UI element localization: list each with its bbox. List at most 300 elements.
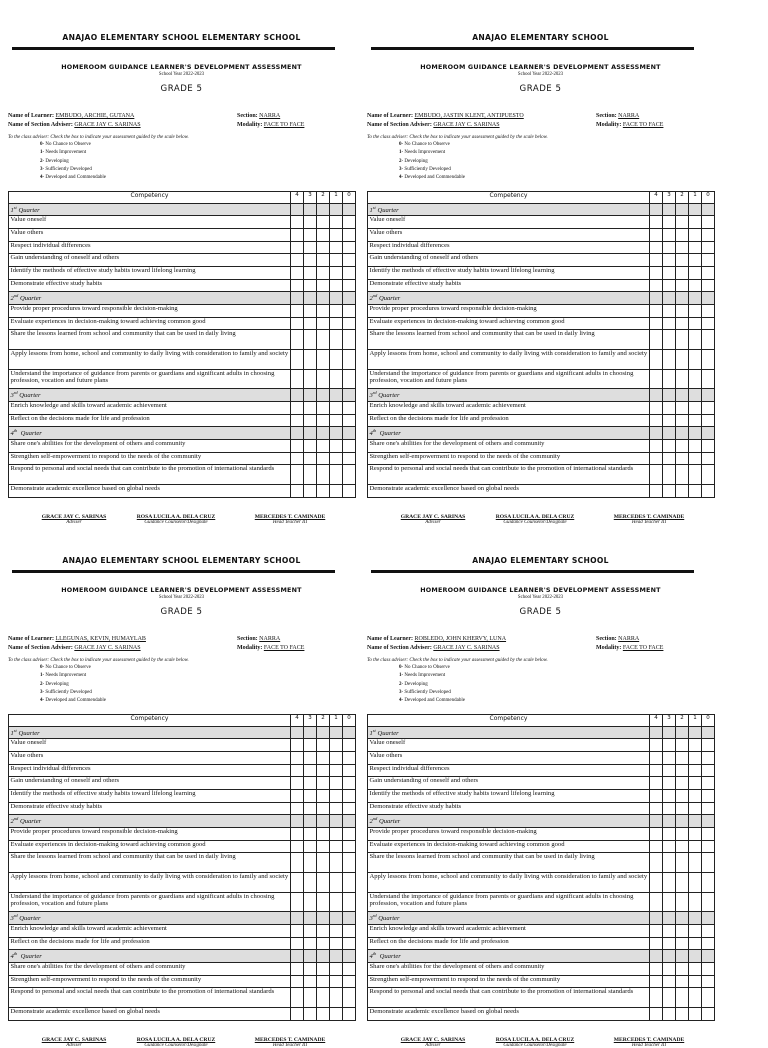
score-checkbox-4[interactable] bbox=[650, 279, 663, 292]
score-checkbox-0[interactable] bbox=[702, 317, 715, 330]
score-checkbox-1[interactable] bbox=[689, 892, 702, 912]
score-checkbox-4[interactable] bbox=[650, 828, 663, 841]
score-checkbox-3[interactable] bbox=[663, 279, 676, 292]
score-checkbox-3[interactable] bbox=[663, 241, 676, 254]
score-checkbox-2[interactable] bbox=[317, 330, 330, 350]
score-checkbox-0[interactable] bbox=[343, 937, 356, 950]
score-checkbox-2[interactable] bbox=[676, 840, 689, 853]
score-checkbox-3[interactable] bbox=[663, 777, 676, 790]
score-checkbox-0[interactable] bbox=[702, 484, 715, 497]
score-checkbox-0[interactable] bbox=[343, 962, 356, 975]
score-checkbox-1[interactable] bbox=[330, 739, 343, 752]
score-checkbox-1[interactable] bbox=[330, 317, 343, 330]
score-checkbox-1[interactable] bbox=[689, 988, 702, 1008]
score-checkbox-3[interactable] bbox=[663, 305, 676, 318]
score-checkbox-4[interactable] bbox=[650, 452, 663, 465]
score-checkbox-0[interactable] bbox=[702, 789, 715, 802]
score-checkbox-3[interactable] bbox=[304, 241, 317, 254]
score-checkbox-1[interactable] bbox=[689, 975, 702, 988]
score-checkbox-2[interactable] bbox=[317, 802, 330, 815]
score-checkbox-2[interactable] bbox=[317, 764, 330, 777]
score-checkbox-3[interactable] bbox=[663, 962, 676, 975]
score-checkbox-4[interactable] bbox=[650, 937, 663, 950]
score-checkbox-3[interactable] bbox=[304, 305, 317, 318]
score-checkbox-4[interactable] bbox=[291, 892, 304, 912]
score-checkbox-3[interactable] bbox=[304, 892, 317, 912]
score-checkbox-4[interactable] bbox=[291, 279, 304, 292]
score-checkbox-1[interactable] bbox=[330, 751, 343, 764]
score-checkbox-4[interactable] bbox=[650, 414, 663, 427]
score-checkbox-1[interactable] bbox=[689, 369, 702, 389]
score-checkbox-1[interactable] bbox=[689, 330, 702, 350]
score-checkbox-1[interactable] bbox=[689, 266, 702, 279]
score-checkbox-3[interactable] bbox=[304, 853, 317, 873]
score-checkbox-2[interactable] bbox=[676, 962, 689, 975]
score-checkbox-3[interactable] bbox=[304, 751, 317, 764]
score-checkbox-0[interactable] bbox=[343, 414, 356, 427]
score-checkbox-2[interactable] bbox=[317, 465, 330, 485]
score-checkbox-1[interactable] bbox=[330, 1007, 343, 1020]
score-checkbox-0[interactable] bbox=[702, 802, 715, 815]
score-checkbox-1[interactable] bbox=[689, 452, 702, 465]
score-checkbox-0[interactable] bbox=[343, 853, 356, 873]
score-checkbox-3[interactable] bbox=[663, 254, 676, 267]
score-checkbox-3[interactable] bbox=[663, 330, 676, 350]
score-checkbox-4[interactable] bbox=[291, 840, 304, 853]
score-checkbox-0[interactable] bbox=[702, 305, 715, 318]
score-checkbox-2[interactable] bbox=[317, 937, 330, 950]
score-checkbox-3[interactable] bbox=[304, 414, 317, 427]
score-checkbox-1[interactable] bbox=[689, 853, 702, 873]
score-checkbox-2[interactable] bbox=[676, 937, 689, 950]
score-checkbox-4[interactable] bbox=[650, 439, 663, 452]
score-checkbox-2[interactable] bbox=[676, 439, 689, 452]
score-checkbox-2[interactable] bbox=[317, 369, 330, 389]
score-checkbox-1[interactable] bbox=[330, 254, 343, 267]
score-checkbox-2[interactable] bbox=[317, 484, 330, 497]
score-checkbox-2[interactable] bbox=[676, 317, 689, 330]
score-checkbox-3[interactable] bbox=[663, 228, 676, 241]
score-checkbox-1[interactable] bbox=[689, 789, 702, 802]
score-checkbox-0[interactable] bbox=[343, 349, 356, 369]
score-checkbox-0[interactable] bbox=[702, 962, 715, 975]
score-checkbox-1[interactable] bbox=[330, 484, 343, 497]
score-checkbox-0[interactable] bbox=[343, 751, 356, 764]
score-checkbox-4[interactable] bbox=[650, 962, 663, 975]
score-checkbox-3[interactable] bbox=[663, 414, 676, 427]
score-checkbox-0[interactable] bbox=[343, 872, 356, 892]
score-checkbox-0[interactable] bbox=[702, 988, 715, 1008]
score-checkbox-4[interactable] bbox=[650, 751, 663, 764]
score-checkbox-4[interactable] bbox=[291, 254, 304, 267]
score-checkbox-0[interactable] bbox=[702, 975, 715, 988]
score-checkbox-1[interactable] bbox=[330, 777, 343, 790]
score-checkbox-0[interactable] bbox=[702, 216, 715, 229]
score-checkbox-3[interactable] bbox=[304, 789, 317, 802]
score-checkbox-0[interactable] bbox=[343, 789, 356, 802]
score-checkbox-1[interactable] bbox=[689, 401, 702, 414]
score-checkbox-4[interactable] bbox=[650, 266, 663, 279]
score-checkbox-2[interactable] bbox=[676, 988, 689, 1008]
score-checkbox-0[interactable] bbox=[343, 484, 356, 497]
score-checkbox-2[interactable] bbox=[317, 840, 330, 853]
score-checkbox-4[interactable] bbox=[291, 937, 304, 950]
score-checkbox-0[interactable] bbox=[702, 840, 715, 853]
score-checkbox-3[interactable] bbox=[663, 266, 676, 279]
score-checkbox-4[interactable] bbox=[291, 1007, 304, 1020]
score-checkbox-1[interactable] bbox=[689, 764, 702, 777]
score-checkbox-2[interactable] bbox=[317, 439, 330, 452]
score-checkbox-3[interactable] bbox=[663, 1007, 676, 1020]
score-checkbox-0[interactable] bbox=[702, 254, 715, 267]
score-checkbox-3[interactable] bbox=[663, 802, 676, 815]
score-checkbox-3[interactable] bbox=[304, 452, 317, 465]
score-checkbox-3[interactable] bbox=[304, 465, 317, 485]
score-checkbox-4[interactable] bbox=[650, 254, 663, 267]
score-checkbox-4[interactable] bbox=[650, 777, 663, 790]
score-checkbox-3[interactable] bbox=[304, 254, 317, 267]
score-checkbox-1[interactable] bbox=[330, 401, 343, 414]
score-checkbox-4[interactable] bbox=[650, 484, 663, 497]
score-checkbox-2[interactable] bbox=[676, 924, 689, 937]
score-checkbox-3[interactable] bbox=[304, 330, 317, 350]
score-checkbox-0[interactable] bbox=[702, 266, 715, 279]
score-checkbox-2[interactable] bbox=[676, 452, 689, 465]
score-checkbox-1[interactable] bbox=[330, 279, 343, 292]
score-checkbox-4[interactable] bbox=[650, 330, 663, 350]
score-checkbox-3[interactable] bbox=[304, 266, 317, 279]
score-checkbox-0[interactable] bbox=[702, 228, 715, 241]
score-checkbox-2[interactable] bbox=[317, 317, 330, 330]
score-checkbox-1[interactable] bbox=[330, 414, 343, 427]
score-checkbox-3[interactable] bbox=[663, 465, 676, 485]
score-checkbox-3[interactable] bbox=[663, 484, 676, 497]
score-checkbox-2[interactable] bbox=[317, 751, 330, 764]
score-checkbox-3[interactable] bbox=[663, 828, 676, 841]
score-checkbox-4[interactable] bbox=[650, 228, 663, 241]
score-checkbox-3[interactable] bbox=[663, 988, 676, 1008]
score-checkbox-0[interactable] bbox=[343, 317, 356, 330]
score-checkbox-0[interactable] bbox=[343, 764, 356, 777]
score-checkbox-2[interactable] bbox=[676, 872, 689, 892]
score-checkbox-0[interactable] bbox=[343, 802, 356, 815]
score-checkbox-2[interactable] bbox=[676, 254, 689, 267]
score-checkbox-4[interactable] bbox=[291, 317, 304, 330]
score-checkbox-2[interactable] bbox=[676, 739, 689, 752]
score-checkbox-2[interactable] bbox=[317, 452, 330, 465]
score-checkbox-4[interactable] bbox=[291, 764, 304, 777]
score-checkbox-3[interactable] bbox=[663, 349, 676, 369]
score-checkbox-0[interactable] bbox=[343, 241, 356, 254]
score-checkbox-2[interactable] bbox=[676, 975, 689, 988]
score-checkbox-3[interactable] bbox=[304, 872, 317, 892]
score-checkbox-0[interactable] bbox=[343, 1007, 356, 1020]
score-checkbox-2[interactable] bbox=[676, 465, 689, 485]
score-checkbox-2[interactable] bbox=[317, 279, 330, 292]
score-checkbox-3[interactable] bbox=[663, 401, 676, 414]
score-checkbox-2[interactable] bbox=[676, 216, 689, 229]
score-checkbox-0[interactable] bbox=[702, 1007, 715, 1020]
score-checkbox-4[interactable] bbox=[650, 305, 663, 318]
score-checkbox-4[interactable] bbox=[650, 216, 663, 229]
score-checkbox-2[interactable] bbox=[317, 924, 330, 937]
score-checkbox-1[interactable] bbox=[689, 465, 702, 485]
score-checkbox-4[interactable] bbox=[291, 924, 304, 937]
score-checkbox-3[interactable] bbox=[304, 802, 317, 815]
score-checkbox-3[interactable] bbox=[304, 777, 317, 790]
score-checkbox-1[interactable] bbox=[330, 216, 343, 229]
score-checkbox-4[interactable] bbox=[291, 369, 304, 389]
score-checkbox-0[interactable] bbox=[343, 305, 356, 318]
score-checkbox-4[interactable] bbox=[650, 764, 663, 777]
score-checkbox-4[interactable] bbox=[291, 216, 304, 229]
score-checkbox-2[interactable] bbox=[317, 892, 330, 912]
score-checkbox-1[interactable] bbox=[689, 414, 702, 427]
score-checkbox-4[interactable] bbox=[650, 739, 663, 752]
score-checkbox-4[interactable] bbox=[650, 840, 663, 853]
score-checkbox-1[interactable] bbox=[689, 751, 702, 764]
score-checkbox-0[interactable] bbox=[343, 840, 356, 853]
score-checkbox-4[interactable] bbox=[650, 349, 663, 369]
score-checkbox-3[interactable] bbox=[304, 279, 317, 292]
score-checkbox-4[interactable] bbox=[291, 465, 304, 485]
score-checkbox-2[interactable] bbox=[317, 872, 330, 892]
score-checkbox-3[interactable] bbox=[663, 439, 676, 452]
score-checkbox-0[interactable] bbox=[343, 439, 356, 452]
score-checkbox-3[interactable] bbox=[304, 439, 317, 452]
score-checkbox-4[interactable] bbox=[291, 751, 304, 764]
score-checkbox-0[interactable] bbox=[702, 241, 715, 254]
score-checkbox-1[interactable] bbox=[330, 962, 343, 975]
score-checkbox-2[interactable] bbox=[317, 962, 330, 975]
score-checkbox-1[interactable] bbox=[689, 872, 702, 892]
score-checkbox-3[interactable] bbox=[304, 988, 317, 1008]
score-checkbox-3[interactable] bbox=[304, 962, 317, 975]
score-checkbox-2[interactable] bbox=[676, 777, 689, 790]
score-checkbox-3[interactable] bbox=[304, 924, 317, 937]
score-checkbox-4[interactable] bbox=[650, 1007, 663, 1020]
score-checkbox-4[interactable] bbox=[650, 892, 663, 912]
score-checkbox-2[interactable] bbox=[676, 751, 689, 764]
score-checkbox-2[interactable] bbox=[317, 241, 330, 254]
score-checkbox-1[interactable] bbox=[330, 872, 343, 892]
score-checkbox-4[interactable] bbox=[650, 872, 663, 892]
score-checkbox-2[interactable] bbox=[676, 349, 689, 369]
score-checkbox-3[interactable] bbox=[304, 764, 317, 777]
score-checkbox-2[interactable] bbox=[317, 266, 330, 279]
score-checkbox-1[interactable] bbox=[330, 439, 343, 452]
score-checkbox-1[interactable] bbox=[330, 330, 343, 350]
score-checkbox-2[interactable] bbox=[317, 254, 330, 267]
score-checkbox-0[interactable] bbox=[343, 988, 356, 1008]
score-checkbox-0[interactable] bbox=[343, 369, 356, 389]
score-checkbox-2[interactable] bbox=[317, 1007, 330, 1020]
score-checkbox-3[interactable] bbox=[663, 317, 676, 330]
score-checkbox-4[interactable] bbox=[291, 739, 304, 752]
score-checkbox-3[interactable] bbox=[304, 828, 317, 841]
score-checkbox-4[interactable] bbox=[291, 349, 304, 369]
score-checkbox-1[interactable] bbox=[689, 1007, 702, 1020]
score-checkbox-2[interactable] bbox=[676, 401, 689, 414]
score-checkbox-0[interactable] bbox=[702, 279, 715, 292]
score-checkbox-3[interactable] bbox=[663, 452, 676, 465]
score-checkbox-1[interactable] bbox=[689, 254, 702, 267]
score-checkbox-0[interactable] bbox=[343, 279, 356, 292]
score-checkbox-4[interactable] bbox=[650, 369, 663, 389]
score-checkbox-3[interactable] bbox=[304, 369, 317, 389]
score-checkbox-2[interactable] bbox=[676, 228, 689, 241]
score-checkbox-3[interactable] bbox=[663, 892, 676, 912]
score-checkbox-0[interactable] bbox=[702, 401, 715, 414]
score-checkbox-0[interactable] bbox=[702, 872, 715, 892]
score-checkbox-4[interactable] bbox=[291, 789, 304, 802]
score-checkbox-0[interactable] bbox=[702, 777, 715, 790]
score-checkbox-3[interactable] bbox=[304, 937, 317, 950]
score-checkbox-2[interactable] bbox=[317, 975, 330, 988]
score-checkbox-2[interactable] bbox=[317, 739, 330, 752]
score-checkbox-0[interactable] bbox=[702, 414, 715, 427]
score-checkbox-4[interactable] bbox=[650, 924, 663, 937]
score-checkbox-1[interactable] bbox=[330, 937, 343, 950]
score-checkbox-4[interactable] bbox=[650, 802, 663, 815]
score-checkbox-4[interactable] bbox=[291, 266, 304, 279]
score-checkbox-3[interactable] bbox=[304, 484, 317, 497]
score-checkbox-2[interactable] bbox=[676, 266, 689, 279]
score-checkbox-0[interactable] bbox=[702, 937, 715, 950]
score-checkbox-0[interactable] bbox=[702, 739, 715, 752]
score-checkbox-1[interactable] bbox=[330, 369, 343, 389]
score-checkbox-2[interactable] bbox=[676, 414, 689, 427]
score-checkbox-4[interactable] bbox=[291, 305, 304, 318]
score-checkbox-0[interactable] bbox=[343, 254, 356, 267]
score-checkbox-0[interactable] bbox=[702, 764, 715, 777]
score-checkbox-1[interactable] bbox=[330, 802, 343, 815]
score-checkbox-2[interactable] bbox=[317, 853, 330, 873]
score-checkbox-1[interactable] bbox=[330, 892, 343, 912]
score-checkbox-4[interactable] bbox=[291, 975, 304, 988]
score-checkbox-2[interactable] bbox=[676, 853, 689, 873]
score-checkbox-3[interactable] bbox=[304, 401, 317, 414]
score-checkbox-1[interactable] bbox=[330, 988, 343, 1008]
score-checkbox-0[interactable] bbox=[702, 465, 715, 485]
score-checkbox-4[interactable] bbox=[291, 828, 304, 841]
score-checkbox-0[interactable] bbox=[702, 924, 715, 937]
score-checkbox-4[interactable] bbox=[291, 228, 304, 241]
score-checkbox-4[interactable] bbox=[650, 853, 663, 873]
score-checkbox-1[interactable] bbox=[689, 802, 702, 815]
score-checkbox-3[interactable] bbox=[663, 840, 676, 853]
score-checkbox-1[interactable] bbox=[330, 853, 343, 873]
score-checkbox-2[interactable] bbox=[317, 789, 330, 802]
score-checkbox-3[interactable] bbox=[304, 975, 317, 988]
score-checkbox-1[interactable] bbox=[330, 241, 343, 254]
score-checkbox-4[interactable] bbox=[650, 317, 663, 330]
score-checkbox-1[interactable] bbox=[330, 789, 343, 802]
score-checkbox-3[interactable] bbox=[304, 1007, 317, 1020]
score-checkbox-3[interactable] bbox=[663, 789, 676, 802]
score-checkbox-1[interactable] bbox=[689, 228, 702, 241]
score-checkbox-2[interactable] bbox=[317, 828, 330, 841]
score-checkbox-2[interactable] bbox=[676, 369, 689, 389]
score-checkbox-0[interactable] bbox=[702, 439, 715, 452]
score-checkbox-2[interactable] bbox=[317, 228, 330, 241]
score-checkbox-4[interactable] bbox=[291, 484, 304, 497]
score-checkbox-0[interactable] bbox=[343, 777, 356, 790]
score-checkbox-0[interactable] bbox=[702, 452, 715, 465]
score-checkbox-1[interactable] bbox=[330, 840, 343, 853]
score-checkbox-4[interactable] bbox=[650, 789, 663, 802]
score-checkbox-0[interactable] bbox=[702, 828, 715, 841]
score-checkbox-3[interactable] bbox=[304, 228, 317, 241]
score-checkbox-1[interactable] bbox=[689, 777, 702, 790]
score-checkbox-1[interactable] bbox=[689, 317, 702, 330]
score-checkbox-1[interactable] bbox=[689, 484, 702, 497]
score-checkbox-2[interactable] bbox=[676, 279, 689, 292]
score-checkbox-2[interactable] bbox=[676, 828, 689, 841]
score-checkbox-4[interactable] bbox=[291, 241, 304, 254]
score-checkbox-4[interactable] bbox=[291, 777, 304, 790]
score-checkbox-2[interactable] bbox=[676, 241, 689, 254]
score-checkbox-1[interactable] bbox=[330, 465, 343, 485]
score-checkbox-2[interactable] bbox=[317, 305, 330, 318]
score-checkbox-4[interactable] bbox=[291, 853, 304, 873]
score-checkbox-0[interactable] bbox=[343, 924, 356, 937]
score-checkbox-2[interactable] bbox=[317, 349, 330, 369]
score-checkbox-4[interactable] bbox=[291, 872, 304, 892]
score-checkbox-1[interactable] bbox=[330, 924, 343, 937]
score-checkbox-0[interactable] bbox=[702, 330, 715, 350]
score-checkbox-0[interactable] bbox=[343, 892, 356, 912]
score-checkbox-1[interactable] bbox=[330, 349, 343, 369]
score-checkbox-3[interactable] bbox=[663, 924, 676, 937]
score-checkbox-0[interactable] bbox=[702, 853, 715, 873]
score-checkbox-2[interactable] bbox=[676, 892, 689, 912]
score-checkbox-0[interactable] bbox=[343, 828, 356, 841]
score-checkbox-1[interactable] bbox=[689, 241, 702, 254]
score-checkbox-1[interactable] bbox=[689, 828, 702, 841]
score-checkbox-0[interactable] bbox=[343, 228, 356, 241]
score-checkbox-0[interactable] bbox=[343, 330, 356, 350]
score-checkbox-2[interactable] bbox=[676, 305, 689, 318]
score-checkbox-3[interactable] bbox=[663, 739, 676, 752]
score-checkbox-0[interactable] bbox=[343, 216, 356, 229]
score-checkbox-3[interactable] bbox=[663, 369, 676, 389]
score-checkbox-4[interactable] bbox=[650, 988, 663, 1008]
score-checkbox-1[interactable] bbox=[689, 349, 702, 369]
score-checkbox-4[interactable] bbox=[291, 439, 304, 452]
score-checkbox-3[interactable] bbox=[663, 751, 676, 764]
score-checkbox-2[interactable] bbox=[317, 414, 330, 427]
score-checkbox-0[interactable] bbox=[702, 751, 715, 764]
score-checkbox-0[interactable] bbox=[343, 739, 356, 752]
score-checkbox-1[interactable] bbox=[689, 962, 702, 975]
score-checkbox-1[interactable] bbox=[689, 216, 702, 229]
score-checkbox-2[interactable] bbox=[676, 1007, 689, 1020]
score-checkbox-1[interactable] bbox=[689, 937, 702, 950]
score-checkbox-3[interactable] bbox=[304, 216, 317, 229]
score-checkbox-1[interactable] bbox=[330, 764, 343, 777]
score-checkbox-1[interactable] bbox=[330, 266, 343, 279]
score-checkbox-4[interactable] bbox=[291, 988, 304, 1008]
score-checkbox-0[interactable] bbox=[343, 465, 356, 485]
score-checkbox-4[interactable] bbox=[291, 452, 304, 465]
score-checkbox-1[interactable] bbox=[330, 452, 343, 465]
score-checkbox-1[interactable] bbox=[689, 305, 702, 318]
score-checkbox-2[interactable] bbox=[317, 988, 330, 1008]
score-checkbox-0[interactable] bbox=[343, 266, 356, 279]
score-checkbox-3[interactable] bbox=[663, 853, 676, 873]
score-checkbox-0[interactable] bbox=[343, 975, 356, 988]
